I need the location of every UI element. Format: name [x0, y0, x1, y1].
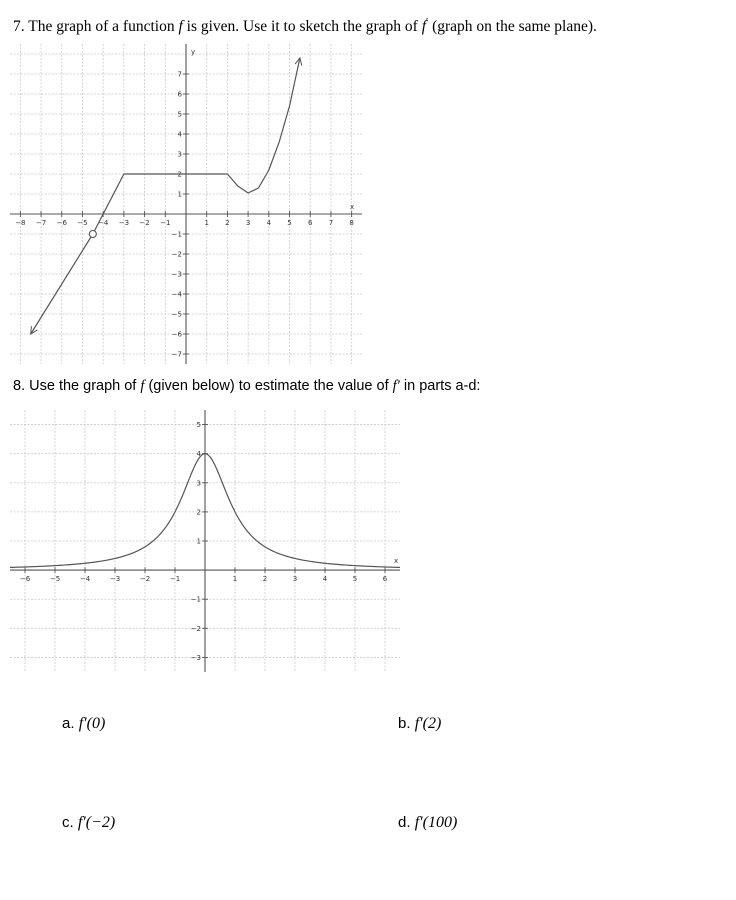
y-tick-label: 2	[177, 170, 182, 179]
y-tick-label: −1	[171, 230, 182, 239]
part-c: c. f′(−2)	[62, 814, 116, 831]
y-tick-label: −4	[171, 290, 182, 299]
x-tick-label: 6	[382, 575, 388, 584]
x-tick-label: −6	[19, 575, 31, 584]
y-tick-label: −1	[190, 595, 201, 604]
x-axis-label: x	[394, 557, 399, 566]
x-tick-label: −4	[79, 575, 91, 584]
question-7-text: 7. The graph of a function f is given. Use it to sketch the graph of f′ (graph on the same plane).	[13, 17, 597, 36]
y-tick-label: 2	[196, 508, 201, 517]
x-tick-label: 1	[204, 219, 209, 227]
y-tick-label: 7	[177, 70, 182, 79]
f-segment-right-curve	[227, 58, 299, 193]
x-tick-label: 4	[322, 575, 328, 584]
part-b: b. f′(2)	[398, 715, 442, 732]
x-axis-label: x	[350, 203, 355, 211]
y-tick-label: −3	[171, 270, 182, 279]
y-tick-label: 1	[177, 190, 182, 199]
x-tick-label: −2	[139, 575, 151, 584]
x-tick-label: 5	[287, 219, 292, 227]
y-tick-label: −7	[171, 350, 182, 359]
x-tick-label: 3	[292, 575, 298, 584]
y-tick-label: −5	[171, 310, 182, 319]
x-tick-label: 8	[349, 219, 354, 227]
y-tick-label: 5	[196, 421, 201, 430]
y-tick-label: 1	[196, 537, 201, 546]
x-tick-label: −4	[98, 219, 109, 227]
x-tick-label: 5	[352, 575, 358, 584]
x-tick-label: −5	[77, 219, 88, 227]
x-tick-label: −2	[139, 219, 150, 227]
x-tick-label: 2	[262, 575, 268, 584]
x-tick-label: −3	[109, 575, 121, 584]
arrow-left	[31, 326, 38, 334]
y-tick-label: 6	[177, 90, 182, 99]
part-a: a. f′(0)	[62, 715, 106, 732]
y-tick-label: −6	[171, 330, 182, 339]
y-tick-label: 4	[177, 130, 182, 139]
x-tick-label: 2	[225, 219, 230, 227]
y-tick-label: 4	[196, 450, 201, 459]
y-tick-label: 3	[196, 479, 201, 488]
x-tick-label: −5	[49, 575, 61, 584]
x-tick-label: −1	[160, 219, 171, 227]
y-tick-label: −3	[190, 653, 201, 662]
y-tick-label: −2	[171, 250, 182, 259]
x-tick-label: −8	[15, 219, 26, 227]
y-tick-label: 3	[177, 150, 182, 159]
x-tick-label: 7	[328, 219, 334, 227]
x-tick-label: −6	[56, 219, 67, 227]
graph-f-question-7	[10, 44, 362, 364]
x-tick-label: −1	[169, 575, 181, 584]
y-axis-label: y	[191, 48, 196, 56]
x-tick-label: 6	[308, 219, 313, 227]
x-tick-label: −3	[118, 219, 130, 227]
y-tick-label: −2	[190, 624, 201, 633]
y-tick-label: 5	[177, 110, 182, 119]
x-tick-label: 4	[266, 219, 272, 227]
x-tick-label: 3	[245, 219, 251, 227]
part-d: d. f′(100)	[398, 814, 458, 831]
x-tick-label: 1	[232, 575, 238, 584]
open-point	[89, 231, 96, 238]
question-8-text: 8. Use the graph of f (given below) to estimate the value of f′ in parts a-d:	[13, 378, 481, 394]
graph-f-question-8	[10, 410, 400, 672]
x-tick-label: −7	[35, 219, 47, 227]
